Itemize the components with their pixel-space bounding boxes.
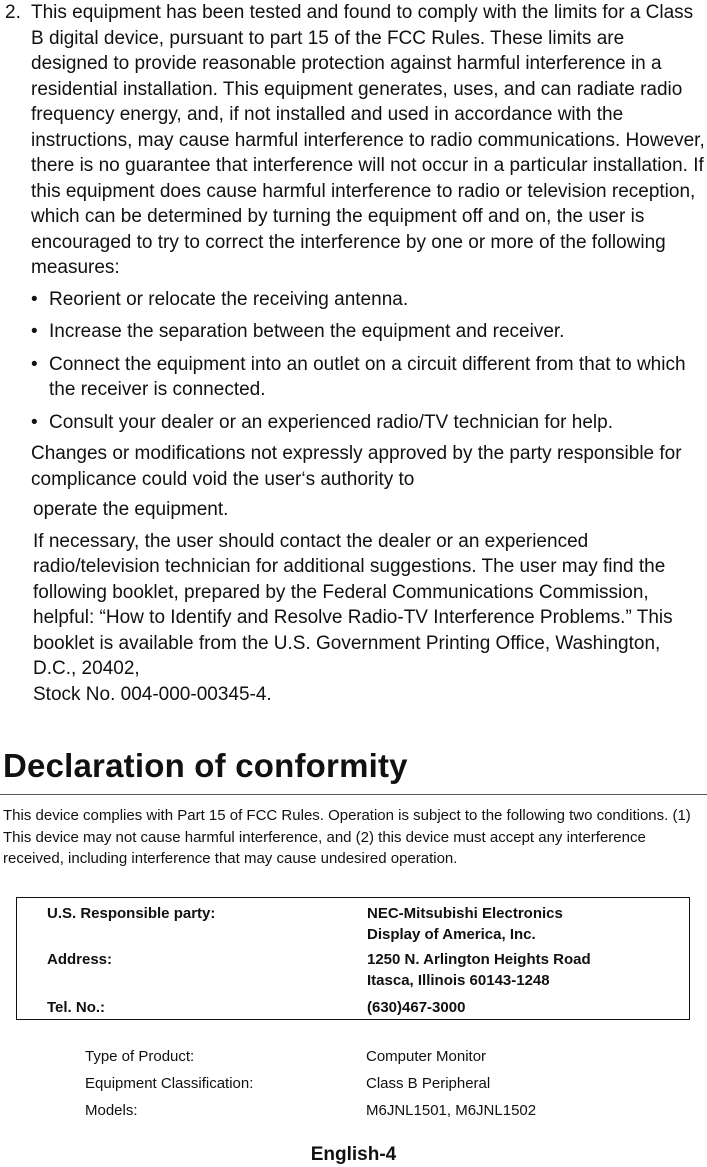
measure-text: Consult your dealer or an experienced radio/TV technician for help. [49, 411, 613, 433]
item-number: 2. [5, 2, 21, 23]
bullet-icon: • [31, 411, 38, 433]
fcc-compliance-item [5, 0, 705, 707]
operate-paragraph: operate the equipment. [33, 499, 229, 520]
measures-list [31, 287, 705, 436]
address-label: Address: [47, 951, 113, 968]
declaration-text: This device complies with Part 15 of FCC Rules. Operation is subject to the following two conditions. (1) This device may not cause harmful interference, and (2) this device must accept any interference received, including interference that may cause undesired operation. [3, 807, 691, 867]
product-type-label: Type of Product: [85, 1048, 195, 1065]
address-value [367, 949, 591, 991]
address-line: Itasca, Illinois 60143-1248 [367, 972, 550, 989]
address-line: 1250 N. Arlington Heights Road [367, 951, 591, 968]
list-item [31, 352, 705, 403]
list-item [31, 410, 705, 436]
product-type-value: Computer Monitor [366, 1048, 487, 1065]
classification-value: Class B Peripheral [366, 1075, 491, 1092]
changes-paragraph: Changes or modifications not expressly approved by the party responsible for complicance could void the user‘s authority to [31, 443, 682, 490]
tel-label: Tel. No.: [47, 999, 106, 1016]
declaration-heading: Declaration of conformity [3, 747, 408, 784]
measure-text: Reorient or relocate the receiving antenna. [49, 288, 409, 310]
models-value: M6JNL1501, M6JNL1502 [366, 1102, 537, 1119]
page-number: English-4 [310, 1144, 397, 1165]
item-body [31, 0, 705, 707]
party-value [367, 903, 563, 945]
if-necessary-paragraph [33, 529, 705, 708]
bullet-icon: • [31, 321, 38, 342]
heading-divider [0, 794, 707, 795]
tel-value: (630)467-3000 [367, 999, 466, 1016]
party-label: U.S. Responsible party: [47, 905, 216, 922]
if-necessary-text: If necessary, the user should contact the dealer or an experienced radio/television technician for additional suggestions. The user may find the following booklet, prepared by the Federal Communications Commission, helpful: “How to Identify and Resolve Radio-TV Interference Problems.” This booklet is available from the U.S. Government Printing Office, Washington, D.C., 20402, [33, 530, 673, 679]
party-line: Display of America, Inc. [367, 926, 536, 943]
list-item [31, 319, 705, 345]
fcc-paragraph: This equipment has been tested and found to comply with the limits for a Class B digital device, pursuant to part 15 of the FCC Rules. These limits are designed to provide reasonable protection against harmful interference in a residential installation. This equipment generates, uses, and can radiate radio frequency energy, and, if not installed and used in accordance with the instructions, may cause harmful interference to radio communications. However, there is no guarantee that interference will not occur in a particular installation. If this equipment does cause harmful interference to radio or television reception, which can be determined by turning the equipment off and on, the user is encouraged to try to correct the interference by one or more of the following measures: [31, 2, 705, 278]
party-line: NEC-Mitsubishi Electronics [367, 905, 563, 922]
measure-text: Increase the separation between the equipment and receiver. [49, 321, 565, 342]
bullet-icon: • [31, 288, 38, 310]
responsible-party-box [16, 897, 690, 1020]
stock-number: Stock No. 004-000-00345-4. [33, 683, 272, 705]
bullet-icon: • [31, 353, 38, 375]
classification-label: Equipment Classification: [85, 1075, 254, 1092]
list-item [31, 287, 705, 313]
measure-text: Connect the equipment into an outlet on a circuit different from that to which the receiver is connected. [49, 353, 686, 400]
models-label: Models: [85, 1102, 138, 1119]
